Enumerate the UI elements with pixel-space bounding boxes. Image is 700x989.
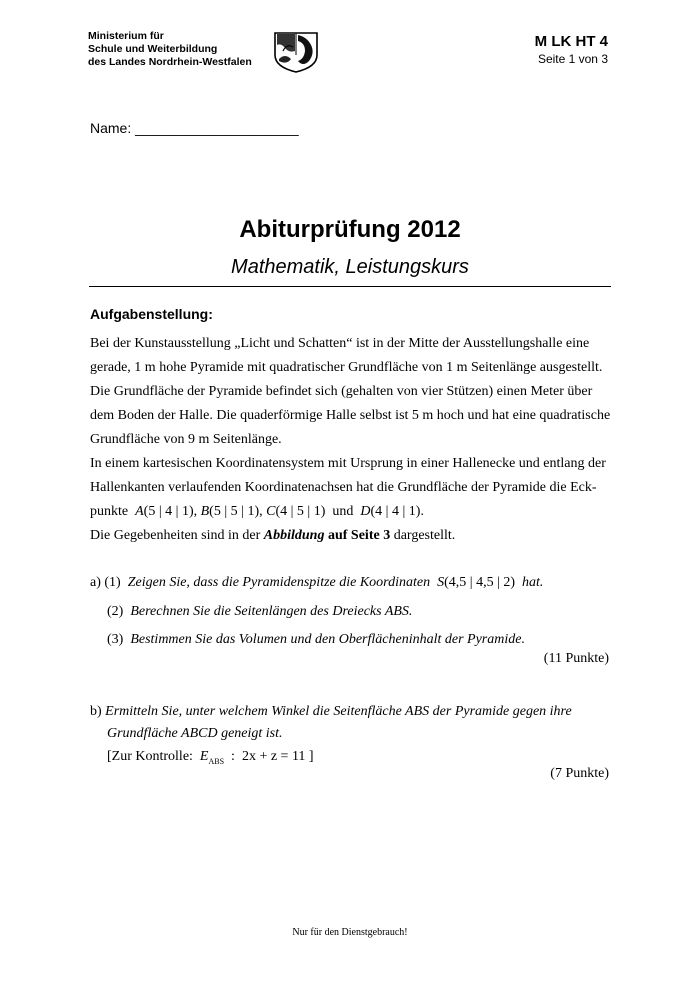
nrw-coat-of-arms-icon (271, 31, 321, 73)
section-heading: Aufgabenstellung: (90, 306, 213, 322)
task-b-label: b) (90, 704, 102, 719)
intro-line: gerade, 1 m hohe Pyramide mit quadratischer Grundfläche von 1 m Seitenlänge ausgestellt. (90, 360, 603, 375)
and-word: und (332, 504, 354, 519)
control-equation: 2x + z = 11 ] (241, 749, 314, 764)
page-title: Abiturprüfung 2012 (239, 216, 461, 243)
ministry-line-3: des Landes Nordrhein-Westfalen (88, 56, 252, 68)
control-colon: : (231, 749, 235, 764)
task-a-1-point: S (437, 575, 445, 590)
name-field: Name: _____________________ (90, 120, 299, 136)
point-d-coords: (4 | 4 | 1) (370, 504, 421, 519)
task-a-item-1 (90, 575, 543, 591)
footer-note: Nur für den Dienstgebrauch! (292, 927, 408, 938)
intro-line: Grundfläche von 9 m Seitenlänge. (90, 432, 282, 447)
corner-points-line: punkte A(5 | 4 | 1), B(5 | 5 | 1), C(4 | 5 | 1) und D(4 | 4 | 1). (90, 504, 424, 519)
point-c-label: C (266, 504, 276, 519)
task-b-line-2 (107, 726, 283, 742)
task-a-label: a) (90, 575, 101, 590)
intro-line: Bei der Kunstausstellung „Licht und Schatten“ ist in der Mitte der Ausstellungshalle eine (90, 336, 590, 351)
point-a-label: A (135, 504, 144, 519)
ministry-name (88, 30, 252, 69)
points-prefix: punkte (90, 504, 129, 519)
intro-line: Die Grundfläche der Pyramide befindet sich (gehalten von vier Stützen) einen Meter über (90, 384, 593, 399)
task-a-item-2 (107, 604, 412, 620)
task-a-1-text: Zeigen Sie, dass die Pyramidenspitze die Koordinaten (127, 575, 431, 590)
ministry-line-2: Schule und Weiterbildung (88, 43, 218, 55)
task-a-2-number: (2) (107, 604, 124, 619)
task-a-3-number: (3) (107, 632, 124, 647)
exam-code: M LK HT 4 (534, 33, 608, 50)
control-plane-e: E (199, 749, 209, 764)
point-b-coords: (5 | 5 | 1) (209, 504, 260, 519)
point-d-label: D (360, 504, 371, 519)
point-c-coords: (4 | 5 | 1) (275, 504, 326, 519)
page-subtitle: Mathematik, Leistungskurs (231, 256, 469, 278)
task-a-1-number: (1) (104, 575, 121, 590)
intro-line: Hallenkanten verlaufenden Koordinatenachsen hat die Grundfläche der Pyramide die Eck- (90, 480, 597, 495)
control-prefix: [Zur Kontrolle: (107, 749, 193, 764)
title-divider (89, 286, 611, 287)
task-a-2-text: Berechnen Sie die Seitenlängen des Dreiecks ABS. (130, 604, 413, 619)
task-intro (90, 332, 615, 548)
control-hint (107, 749, 314, 766)
page-info: Seite 1 von 3 (537, 52, 608, 66)
task-b-text-2: Grundfläche ABCD geneigt ist. (107, 726, 283, 741)
task-a-points: (11 Punkte) (543, 651, 609, 666)
intro-line: dem Boden der Halle. Die quaderförmige Halle selbst ist 5 m hoch und hat eine quadratische (90, 408, 611, 423)
ministry-line-1: Ministerium für (88, 30, 164, 42)
figure-ref-suffix: dargestellt. (393, 528, 456, 543)
point-b-label: B (200, 504, 210, 519)
task-a-1-tail: hat. (522, 575, 544, 590)
figure-ref-link: Abbildung (263, 528, 325, 543)
task-b-line-1 (90, 704, 572, 720)
task-a-3-text: Bestimmen Sie das Volumen und den Oberflächeninhalt der Pyramide. (130, 632, 525, 647)
control-plane-subscript: ABS (208, 756, 225, 766)
task-a-1-coords: (4,5 | 4,5 | 2) (444, 575, 516, 590)
task-b-points: (7 Punkte) (550, 766, 609, 781)
intro-line: In einem kartesischen Koordinatensystem mit Ursprung in einer Hallenecke und entlang der (90, 456, 606, 471)
task-b-text-1: Ermitteln Sie, unter welchem Winkel die Seitenfläche ABS der Pyramide gegen ihre (105, 704, 572, 719)
figure-reference-line (90, 524, 615, 548)
point-a-coords: (5 | 4 | 1) (143, 504, 194, 519)
figure-ref-prefix: Die Gegebenheiten sind in der (90, 528, 261, 543)
task-a-item-3 (107, 632, 525, 648)
figure-ref-page: auf Seite 3 (327, 528, 391, 543)
